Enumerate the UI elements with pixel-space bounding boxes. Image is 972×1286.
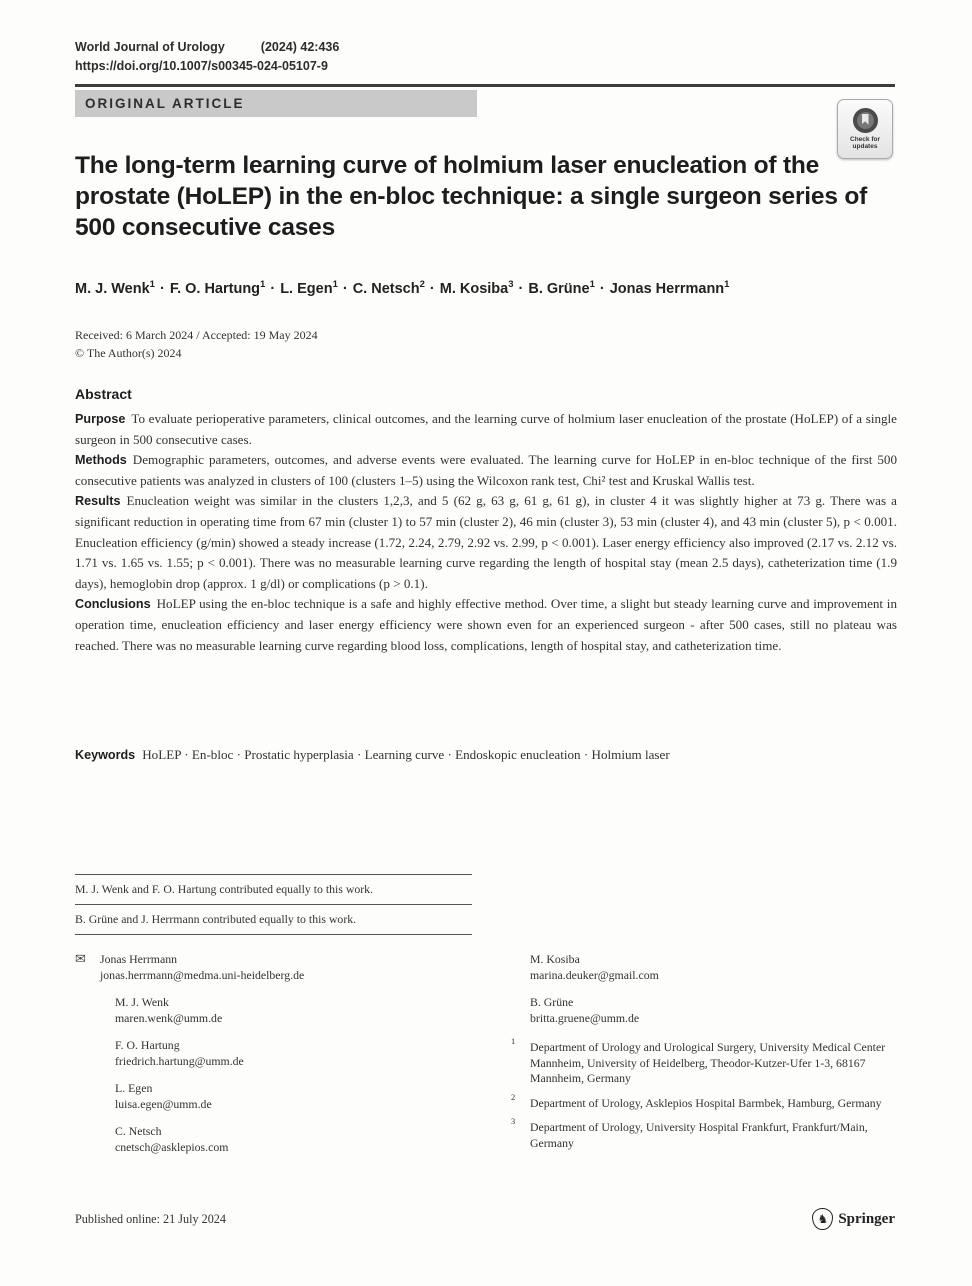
journal-name: World Journal of Urology xyxy=(75,40,225,54)
contact-name: C. Netsch xyxy=(115,1124,162,1138)
abstract-conclusions xyxy=(75,594,897,656)
received-accepted-line: Received: 6 March 2024 / Accepted: 19 May 2024 xyxy=(75,328,318,342)
springer-wordmark: Springer xyxy=(838,1210,895,1227)
header-rule xyxy=(75,84,895,87)
published-online-line: Published online: 21 July 2024 xyxy=(75,1211,226,1226)
contact-name: M. J. Wenk xyxy=(115,995,169,1009)
keywords-text: HoLEP · En-bloc · Prostatic hyperplasia · Learning curve · Endoskopic enucleation · Holmium laser xyxy=(142,747,670,762)
doi-line: https://doi.org/10.1007/s00345-024-05107-9 xyxy=(75,59,328,73)
crossmark-icon xyxy=(853,108,878,133)
author-separator: · xyxy=(429,281,435,297)
contact-email: jonas.herrmann@medma.uni-heidelberg.de xyxy=(100,967,305,982)
author-separator: · xyxy=(159,281,165,297)
abstract-heading: Abstract xyxy=(75,386,132,402)
contact-email: maren.wenk@umm.de xyxy=(115,1010,223,1025)
keywords-label: Keywords xyxy=(75,748,136,762)
affiliation-text: Department of Urology, University Hospital Frankfurt, Frankfurt/Main, Germany xyxy=(530,1120,868,1150)
author: M. Kosiba$^3$ xyxy=(439,279,514,297)
contact-name: F. O. Hartung xyxy=(115,1038,180,1052)
article-title: The long-term learning curve of holmium laser enucleation of the prostate (HoLEP) in the en-bloc technique: a single surgeon series of 500 consecutive cases xyxy=(75,152,868,241)
contact-name: Jonas Herrmann xyxy=(100,952,177,966)
contact-entry xyxy=(530,952,905,983)
author: L. Egen$^1$ xyxy=(280,279,338,297)
author-separator: · xyxy=(270,281,276,297)
affiliation: 1 Department of Urology and Urological Surgery, University Medical Center Mannheim, University of Heidelberg, Theodor-Kutzer-Ufer 1-3, 68167 Mannheim, Germany xyxy=(511,1036,886,1085)
author: Jonas Herrmann$^1$ xyxy=(609,279,730,297)
springer-horse-icon: ♞ xyxy=(812,1208,833,1230)
purpose-label: Purpose xyxy=(75,412,126,426)
journal-masthead xyxy=(75,38,339,76)
author-separator: · xyxy=(518,281,524,297)
contacts-affiliations-column xyxy=(505,952,905,1160)
envelope-icon: ✉ xyxy=(75,951,86,966)
contact-name: B. Grüne xyxy=(530,995,574,1009)
abstract-methods xyxy=(75,450,897,491)
contact-name: L. Egen xyxy=(115,1081,153,1095)
methods-text: Demographic parameters, outcomes, and adverse events were evaluated. The learning curve for HoLEP in en-bloc technique of the first 500 consecutive patients was analyzed in clusters of 100 (clusters 1–5) using the Wilcoxon rank test, Chi² test and Kruskal Wallis test. xyxy=(75,452,897,488)
author-separator: · xyxy=(342,281,348,297)
contact-entry xyxy=(115,995,475,1026)
contact-email: luisa.egen@umm.de xyxy=(115,1096,212,1111)
contact-entry xyxy=(530,995,905,1026)
crossmark-caption-line2: updates xyxy=(852,143,878,150)
author-separator: · xyxy=(599,281,605,297)
contact-email: britta.gruene@umm.de xyxy=(530,1010,640,1025)
footnote: B. Grüne and J. Herrmann contributed equally to this work. xyxy=(75,904,472,935)
crossmark-caption xyxy=(850,136,880,151)
abstract-results xyxy=(75,491,897,594)
article-history xyxy=(75,327,318,362)
methods-label: Methods xyxy=(75,453,127,468)
results-text: Enucleation weight was similar in the clusters 1,2,3, and 5 (62 g, 63 g, 61 g, 61 g), in cluster 4 it was slightly higher at 73 g. There was a significant reduction in operating time from 67 min (cluster 1) to 57 min (cluster 2), 46 min (cluster 3), 53 min (cluster 4), and 43 min (cluster 5), p < 0.001. Enucleation efficiency (g/min) showed a steady increase (1.72, 2.24, 2.79, 2.92 vs. 2.99, p < 0.001). Laser energy efficiency also improved (2.17 vs. 2.12 vs. 1.71 vs. 1.65 vs. 1.55; p < 0.001). There was no measurable learning curve regarding the length of hospital stay (mean 2.5 days), catheterization time (1.9 days), hemoglobin drop (approx. 1 g/dl) or complications (p > 0.1). xyxy=(75,493,897,591)
affiliation-text: Department of Urology, Asklepios Hospital Barmbek, Hamburg, Germany xyxy=(530,1095,882,1110)
crossmark-caption-line1: Check for xyxy=(850,135,880,143)
keywords-line xyxy=(75,747,897,763)
contact-entry xyxy=(115,1081,475,1112)
affiliation-text: Department of Urology and Urological Surgery, University Medical Center Mannheim, University of Heidelberg, Theodor-Kutzer-Ufer 1-3, 68167 Mannheim, Germany xyxy=(530,1040,886,1085)
article-type-banner xyxy=(75,90,477,117)
author-list xyxy=(75,281,895,297)
volume-citation: (2024) 42:436 xyxy=(260,40,340,54)
footnote: M. J. Wenk and F. O. Hartung contributed equally to this work. xyxy=(75,874,472,904)
conclusions-text: HoLEP using the en-bloc technique is a safe and highly effective method. Over time, a slight but steady learning curve and improvement in operation time, enucleation efficiency and laser energy efficiency were shown even for an experienced surgeon - after 500 cases, still no plateau was reached. There was no measurable learning curve regarding blood loss, complications, length of hospital stay, and catheterization time. xyxy=(75,596,897,653)
copyright-line: © The Author(s) 2024 xyxy=(75,345,182,360)
bookmark-icon xyxy=(862,114,869,125)
article-type-label: ORIGINAL ARTICLE xyxy=(85,96,245,111)
corresponding-author-entry xyxy=(75,952,475,983)
contact-email: friedrich.hartung@umm.de xyxy=(115,1053,244,1068)
affiliation: 2 Department of Urology, Asklepios Hospital Barmbek, Hamburg, Germany xyxy=(511,1091,882,1110)
author: M. J. Wenk$^1$ xyxy=(75,279,155,297)
abstract-section xyxy=(75,386,897,656)
springer-logo xyxy=(812,1208,895,1230)
author: F. O. Hartung$^1$ xyxy=(169,279,266,297)
purpose-text: To evaluate perioperative parameters, clinical outcomes, and the learning curve of holmium laser enucleation of the prostate (HoLEP) of a single surgeon in 500 consecutive cases. xyxy=(75,411,897,447)
equal-contribution-notes xyxy=(75,874,472,935)
author: C. Netsch$^2$ xyxy=(352,279,425,297)
abstract-purpose xyxy=(75,409,897,450)
contact-entry xyxy=(115,1124,475,1155)
contact-email: cnetsch@asklepios.com xyxy=(115,1139,229,1154)
journal-citation-line xyxy=(75,38,339,57)
author: B. Grüne$^1$ xyxy=(528,279,595,297)
contact-entry xyxy=(115,1038,475,1069)
contact-email: marina.deuker@gmail.com xyxy=(530,967,659,982)
results-label: Results xyxy=(75,494,121,509)
affiliation-list xyxy=(505,1036,905,1151)
page-footer xyxy=(75,1208,895,1230)
correspondence-column xyxy=(75,952,475,1167)
contact-name: M. Kosiba xyxy=(530,952,580,966)
conclusions-label: Conclusions xyxy=(75,597,151,612)
affiliation: 3 Department of Urology, University Hospital Frankfurt, Frankfurt/Main, Germany xyxy=(511,1116,868,1150)
